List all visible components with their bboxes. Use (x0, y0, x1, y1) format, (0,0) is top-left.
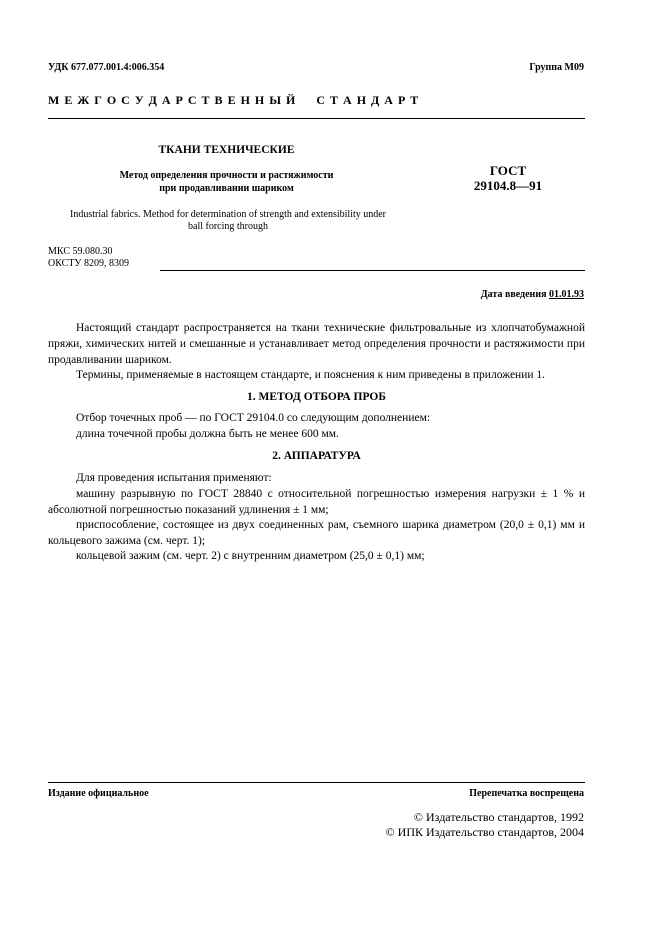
udk-code: УДК 677.077.001.4:006.354 (48, 62, 165, 73)
copyright-1992: © Издательство стандартов, 1992 (413, 810, 584, 824)
okstu-code: ОКСТУ 8209, 8309 (48, 258, 130, 269)
intro-date-label: Дата введения (480, 289, 547, 300)
gost-label: ГОСТ (489, 163, 527, 178)
english-title-line-1: Industrial fabrics. Method for determination of strength and extensibility under (69, 209, 387, 220)
section-1-line-1: Отбор точечных проб — по ГОСТ 29104.0 со следующим дополнением: (76, 412, 431, 424)
group-code: Группа М09 (529, 62, 584, 73)
intro-date (481, 289, 584, 300)
document-title: ТКАНИ ТЕХНИЧЕСКИЕ (158, 144, 295, 156)
section-1-heading: 1. МЕТОД ОТБОРА ПРОБ (247, 391, 386, 403)
intro-date-value: 01.01.93 (549, 289, 584, 300)
reprint-notice: Перепечатка воспрещена (469, 788, 584, 799)
apparatus-item-1: машину разрывную по ГОСТ 28840 с относительной погрешностью измерения нагрузки ± 1 % и абсолютной погрешностью показаний удлинения ± 1 мм; (48, 488, 585, 516)
section-2-heading: 2. АППАРАТУРА (272, 450, 361, 462)
apparatus-item-2: приспособление, состоящее из двух соединенных рам, съемного шарика диаметром (20,0 ± 0,1) мм и кольцевого зажима (см. черт. 1); (48, 519, 585, 547)
mks-code: МКС 59.080.30 (48, 246, 113, 257)
intro-paragraph: Настоящий стандарт распространяется на ткани технические фильтровальные из хлопчатобумажной пряжи, химических нитей и смешанные и устанавливает метод определения прочности и растяжимости при продавливании шариком. (48, 322, 585, 366)
edition-label: Издание официальное (48, 788, 149, 799)
section-1-line-2: длина точечной пробы должна быть не менее 600 мм. (76, 428, 339, 440)
header-divider (48, 118, 585, 119)
subtitle-line-1: Метод определения прочности и растяжимости (119, 170, 334, 181)
english-title-line-2: ball forcing through (188, 221, 268, 232)
terms-paragraph: Термины, применяемые в настоящем стандарте, и пояснения к ним приведены в приложении 1. (76, 369, 546, 381)
standard-type: М Е Ж Г О С У Д А Р С Т В Е Н Н Ы Й С Т А Н Д А Р Т (48, 93, 420, 107)
section-2-line-1: Для проведения испытания применяют: (76, 472, 272, 484)
footer-divider (48, 782, 585, 783)
gost-number: 29104.8—91 (473, 178, 543, 193)
codes-divider (160, 270, 585, 271)
subtitle-line-2: при продавливании шариком (159, 183, 294, 194)
apparatus-item-3: кольцевой зажим (см. черт. 2) с внутренним диаметром (25,0 ± 0,1) мм; (76, 550, 425, 562)
copyright-2004: © ИПК Издательство стандартов, 2004 (385, 825, 584, 839)
